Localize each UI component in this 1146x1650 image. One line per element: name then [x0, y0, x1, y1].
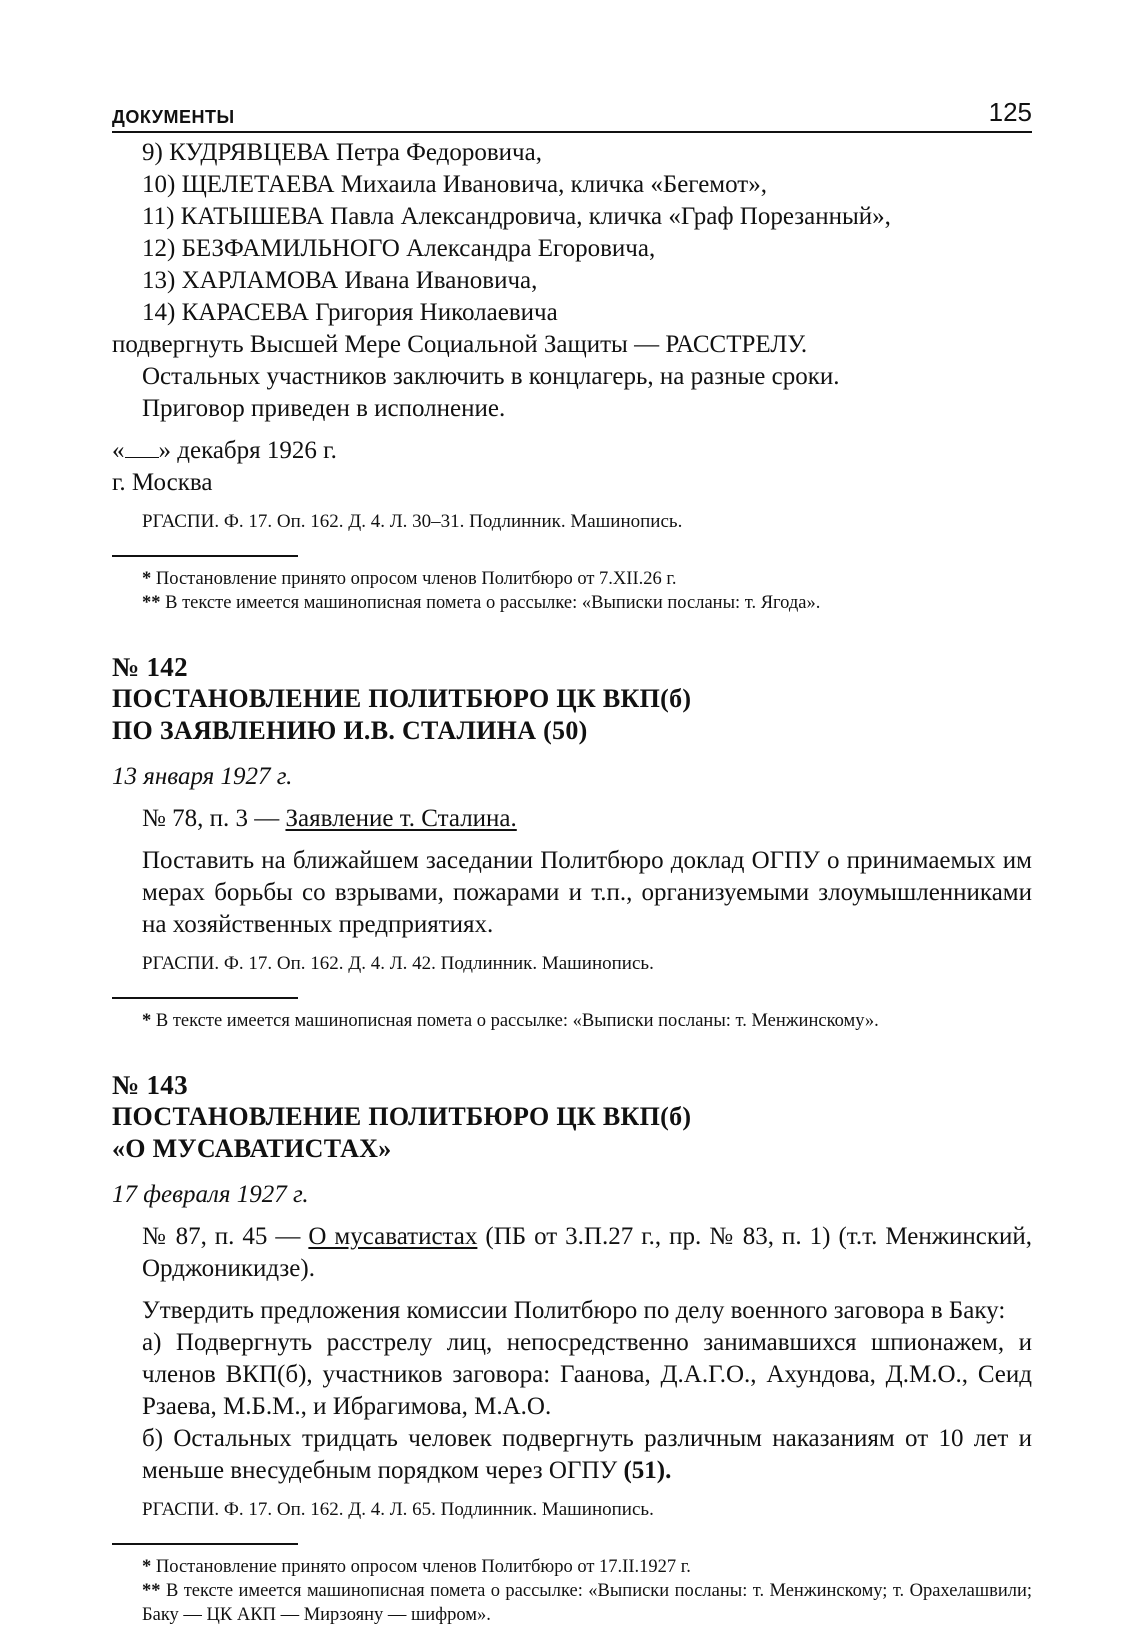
doc-body: Поставить на ближайшем заседании Политбюро доклад ОГПУ о принимаемых им мерах борьбы со взрывами, пожарами и т.п., организуемыми злоумышленниками на хозяйственных предприятиях.: [142, 847, 1032, 938]
date-open: «: [112, 437, 125, 464]
archive-source: РГАСПИ. Ф. 17. Оп. 162. Д. 4. Л. 30–31. Подлинник. Машинопись.: [142, 511, 683, 532]
doc-item: а) Подвергнуть расстрелу лиц, непосредственно занимавшихся шпионажем, и членов ВКП(б), участников заговора: Гаанова, Д.А.Г.О., Ахундова, Д.М.О., Сеид Рзаева, М.Б.М., и Ибрагимова, М.А.О.: [142, 1329, 1032, 1420]
doc-reference: № 87, п. 45 — О мусаватистах (ПБ от 3.П.27 г., пр. № 83, п. 1) (т.т. Менжинский, Орджоникидзе).: [142, 1223, 1032, 1282]
list-item: 11) КАТЫШЕВА Павла Александровича, кличка «Граф Порезанный»,: [142, 203, 891, 230]
sentence-text: подвергнуть Высшей Мере Социальной Защиты — РАССТРЕЛУ.: [112, 331, 808, 358]
doc-number: № 143: [112, 1070, 188, 1100]
list-item: 13) ХАРЛАМОВА Ивана Ивановича,: [142, 267, 538, 294]
section-label: ДОКУМЕНТЫ: [112, 107, 235, 127]
footnote: ** В тексте имеется машинописная помета о рассылке: «Выписки посланы: т. Менжинскому; т. Орахелашвили; Баку — ЦК АКП — Мирзояну — шифром».: [142, 1581, 1033, 1625]
footnote-rule: [112, 555, 298, 557]
date-rest: » декабря 1926 г.: [158, 437, 337, 464]
list-item: 14) КАРАСЕВА Григория Николаевича: [142, 299, 558, 326]
doc-title: ПОСТАНОВЛЕНИЕ ПОЛИТБЮРО ЦК ВКП(б): [112, 1102, 692, 1131]
date-line: [112, 435, 1032, 467]
list-item: 12) БЕЗФАМИЛЬНОГО Александра Егоровича,: [142, 235, 656, 262]
running-header: [112, 92, 1032, 133]
footnote: * Постановление принято опросом членов Политбюро от 17.II.1927 г.: [142, 1557, 691, 1577]
doc-body: Утвердить предложения комиссии Политбюро по делу военного заговора в Баку:: [142, 1297, 1006, 1324]
doc-number: № 142: [112, 652, 188, 682]
sentenced-list: [112, 137, 1032, 329]
footnote-rule: [112, 997, 298, 999]
page-number: 125: [988, 97, 1032, 127]
footnote: * В тексте имеется машинописная помета о рассылке: «Выписки посланы: т. Менжинскому».: [142, 1011, 879, 1031]
doc-title: «О МУСАВАТИСТАХ»: [112, 1134, 392, 1163]
doc-item: б) Остальных тридцать человек подвергнуть различным наказаниям от 10 лет и меньше внесудебным порядком через ОГПУ (51).: [142, 1425, 1032, 1484]
doc-title: ПОСТАНОВЛЕНИЕ ПОЛИТБЮРО ЦК ВКП(б): [112, 684, 692, 713]
doc-title: ПО ЗАЯВЛЕНИЮ И.В. СТАЛИНА (50): [112, 716, 588, 745]
footnote-rule: [112, 1543, 298, 1545]
document-page: [112, 92, 1032, 1627]
executed-text: Приговор приведен в исполнение.: [142, 395, 506, 422]
doc-reference: № 78, п. 3 — Заявление т. Сталина.: [142, 805, 517, 832]
doc-date: 13 января 1927 г.: [112, 763, 293, 790]
footnote: ** В тексте имеется машинописная помета о рассылке: «Выписки посланы: т. Ягода».: [142, 593, 821, 613]
footnote: * Постановление принято опросом членов Политбюро от 7.XII.26 г.: [142, 569, 677, 589]
archive-source: РГАСПИ. Ф. 17. Оп. 162. Д. 4. Л. 42. Подлинник. Машинопись.: [142, 953, 654, 974]
list-item: 9) КУДРЯВЦЕВА Петра Федоровича,: [142, 139, 542, 166]
doc-date: 17 февраля 1927 г.: [112, 1181, 309, 1208]
list-item: 10) ЩЕЛЕТАЕВА Михаила Ивановича, кличка «Бегемот»,: [142, 171, 767, 198]
place-text: г. Москва: [112, 469, 213, 496]
archive-source: РГАСПИ. Ф. 17. Оп. 162. Д. 4. Л. 65. Подлинник. Машинопись.: [142, 1499, 654, 1520]
others-text: Остальных участников заключить в концлагерь, на разные сроки.: [142, 363, 840, 390]
date-blank: [125, 437, 159, 458]
